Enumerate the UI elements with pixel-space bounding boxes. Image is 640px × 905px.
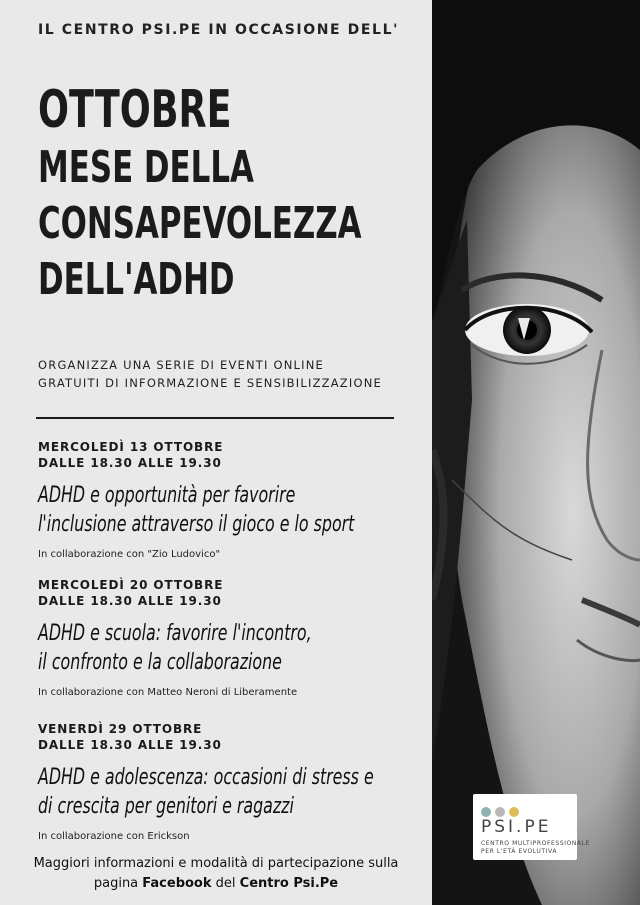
intro-text: IL CENTRO PSI.PE IN OCCASIONE DELL' (38, 22, 399, 38)
event-day: VENERDÌ 29 OTTOBRE (38, 722, 203, 736)
event-time: DALLE 18.30 ALLE 19.30 (38, 594, 222, 608)
event-title-line-1: ADHD e adolescenza: occasioni di stress e (38, 765, 374, 790)
event-time: DALLE 18.30 ALLE 19.30 (38, 738, 222, 752)
event-title (38, 763, 430, 821)
event-3 (38, 721, 430, 842)
event-title-line-2: il confronto e la collaborazione (38, 650, 282, 675)
facebook-link[interactable]: Facebook (142, 876, 212, 891)
logo-dot-teal (481, 807, 491, 817)
footer-line-1: Maggiori informazioni e modalità di partecipazione sulla (33, 856, 399, 871)
event-date (38, 439, 430, 471)
title-line-3: CONSAPEVOLEZZA (38, 198, 362, 249)
footer-line-2 (0, 874, 432, 894)
event-date (38, 721, 430, 753)
event-1 (38, 439, 430, 560)
main-title (38, 80, 362, 308)
event-date (38, 577, 430, 609)
subtitle-line-2: GRATUITI DI INFORMAZIONE E SENSIBILIZZAZIONE (38, 376, 382, 390)
title-line-4: DELL'ADHD (38, 254, 235, 305)
event-day: MERCOLEDÌ 20 OTTOBRE (38, 578, 224, 592)
footer-info (0, 854, 432, 894)
event-title (38, 619, 430, 677)
event-day: MERCOLEDÌ 13 OTTOBRE (38, 440, 224, 454)
event-2 (38, 577, 430, 698)
portrait-photo (432, 0, 640, 905)
psipe-logo (473, 794, 591, 860)
face-illustration (432, 0, 640, 905)
subtitle-line-1: ORGANIZZA UNA SERIE DI EVENTI ONLINE (38, 358, 325, 372)
event-collaboration: In collaborazione con Erickson (38, 831, 190, 842)
logo-tagline-1: CENTRO MULTIPROFESSIONALE (481, 840, 591, 847)
event-collaboration: In collaborazione con "Zio Ludovico" (38, 549, 221, 560)
title-line-1: OTTOBRE (38, 80, 232, 140)
event-title (38, 481, 430, 539)
footer-mid: del (211, 876, 240, 891)
event-time: DALLE 18.30 ALLE 19.30 (38, 456, 222, 470)
event-collaboration: In collaborazione con Matteo Neroni di Liberamente (38, 687, 298, 698)
logo-dot-yellow (509, 807, 519, 817)
logo-brand: PSI.PE (481, 817, 552, 837)
centro-name: Centro Psi.Pe (239, 876, 339, 891)
event-title-line-1: ADHD e scuola: favorire l'incontro, (38, 621, 312, 646)
event-title-line-2: di crescita per genitori e ragazzi (38, 794, 294, 819)
logo-tagline-2: PER L'ETÀ EVOLUTIVA (481, 848, 558, 855)
logo-dot-grey (495, 807, 505, 817)
title-line-2: MESE DELLA (38, 142, 254, 193)
divider (36, 417, 394, 419)
subtitle (38, 356, 428, 392)
event-title-line-2: l'inclusione attraverso il gioco e lo sport (38, 512, 355, 537)
footer-pre: pagina (93, 876, 143, 891)
event-title-line-1: ADHD e opportunità per favorire (38, 483, 296, 508)
